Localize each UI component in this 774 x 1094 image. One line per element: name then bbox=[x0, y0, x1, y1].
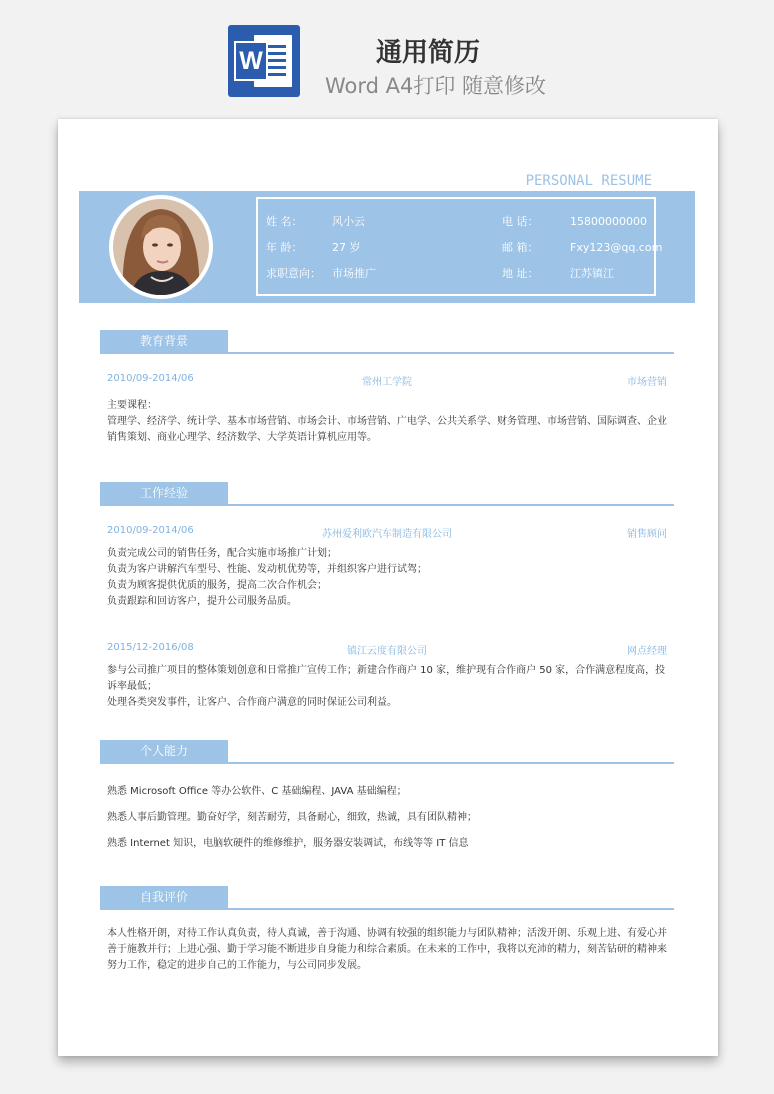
info-age bbox=[266, 239, 361, 255]
work-entry bbox=[107, 642, 667, 658]
section-skills-header bbox=[100, 740, 674, 766]
word-icon bbox=[228, 25, 300, 97]
work-duties bbox=[107, 546, 669, 610]
duty-line: 参与公司推广项目的整体策划创意和日常推广宣传工作；新建合作商户 10 家，维护现有合作商户 50 家，合作满意程度高，投诉率最低； bbox=[107, 665, 666, 692]
section-divider bbox=[100, 908, 674, 910]
entry-date: 2010/09-2014/06 bbox=[107, 373, 194, 384]
skill-item: 熟悉 Internet 知识，电脑软硬件的维修维护，服务器安装调试，布线等等 IT 信息 bbox=[107, 838, 469, 849]
section-title: 教育背景 bbox=[100, 330, 228, 352]
basic-info bbox=[256, 197, 663, 296]
education-entry bbox=[107, 373, 667, 389]
age-value: 27 岁 bbox=[332, 241, 361, 254]
courses-title: 主要课程： bbox=[107, 400, 157, 411]
name-value: 风小云 bbox=[332, 215, 365, 228]
entry-school: 常州工学院 bbox=[362, 377, 412, 388]
intent-value: 市场推广 bbox=[332, 267, 376, 280]
page-subtitle: Word A4打印 随意修改 bbox=[325, 74, 547, 98]
age-label: 年 龄： bbox=[266, 241, 303, 254]
phone-label: 电 话： bbox=[502, 215, 539, 228]
portrait-photo bbox=[113, 199, 209, 295]
section-self-eval-header bbox=[100, 886, 674, 912]
education-courses bbox=[107, 398, 669, 446]
entry-company: 镇江云度有限公司 bbox=[347, 646, 427, 657]
entry-date: 2015/12-2016/08 bbox=[107, 642, 194, 653]
info-address bbox=[502, 265, 614, 281]
word-letter: W bbox=[234, 41, 268, 81]
section-title: 自我评价 bbox=[100, 886, 228, 908]
entry-date: 2010/09-2014/06 bbox=[107, 525, 194, 536]
section-work-header bbox=[100, 482, 674, 508]
duty-line: 处理各类突发事件，让客户、合作商户满意的同时保证公司利益。 bbox=[107, 697, 397, 708]
page-header bbox=[0, 0, 774, 110]
self-eval-paragraph: 本人性格开朗，对待工作认真负责，待人真诚，善于沟通、协调有较强的组织能力与团队精神；活泼开朗、乐观上进、有爱心并善于施教并行；上进心强、勤于学习能不断进步自身能力和综合素质。在未来的工作中，我将以充沛的精力，刻苦钻研的精神来努力工作，稳定的进步自己的工作能力，与公司同步发展。 bbox=[107, 928, 667, 971]
info-phone bbox=[502, 213, 647, 229]
section-divider bbox=[100, 352, 674, 354]
address-value: 江苏镇江 bbox=[570, 267, 614, 280]
phone-value: 15800000000 bbox=[570, 215, 647, 228]
email-value: Fxy123@qq.com bbox=[570, 241, 663, 254]
resume-page bbox=[58, 119, 718, 1056]
entry-major: 市场营销 bbox=[627, 377, 667, 388]
section-education-header bbox=[100, 330, 674, 356]
resume-tagline: PERSONAL RESUME bbox=[525, 173, 652, 189]
profile-banner bbox=[79, 191, 695, 303]
section-title: 工作经验 bbox=[100, 482, 228, 504]
section-title: 个人能力 bbox=[100, 740, 228, 762]
duty-line: 负责跟踪和回访客户，提升公司服务品质。 bbox=[107, 596, 297, 607]
entry-company: 苏州爱利欧汽车制造有限公司 bbox=[322, 529, 452, 540]
work-duties bbox=[107, 663, 669, 711]
intent-label: 求职意向： bbox=[266, 267, 321, 280]
avatar bbox=[109, 195, 213, 299]
info-email bbox=[502, 239, 662, 255]
email-label: 邮 箱： bbox=[502, 241, 539, 254]
work-entry bbox=[107, 525, 667, 541]
courses-text: 管理学、经济学、统计学、基本市场营销、市场会计、市场营销、广电学、公共关系学、财务管理、市场营销、国际调查、企业销售策划、商业心理学、经济数学、大学英语计算机应用等。 bbox=[107, 416, 667, 443]
skill-item: 熟悉人事后勤管理。勤奋好学，刻苦耐劳，具备耐心，细致，热诚，具有团队精神； bbox=[107, 812, 477, 823]
skills-list bbox=[107, 784, 669, 852]
info-name bbox=[266, 213, 365, 229]
duty-line: 负责完成公司的销售任务，配合实施市场推广计划； bbox=[107, 548, 337, 559]
info-intent bbox=[266, 265, 376, 281]
name-label: 姓 名： bbox=[266, 215, 303, 228]
address-label: 地 址： bbox=[502, 267, 539, 280]
entry-position: 网点经理 bbox=[627, 646, 667, 657]
self-eval-text bbox=[107, 926, 669, 974]
section-divider bbox=[100, 504, 674, 506]
skill-item: 熟悉 Microsoft Office 等办公软件、C 基础编程、JAVA 基础编程； bbox=[107, 786, 407, 797]
duty-line: 负责为客户讲解汽车型号、性能、发动机优势等，并组织客户进行试驾； bbox=[107, 564, 427, 575]
section-divider bbox=[100, 762, 674, 764]
duty-line: 负责为顾客提供优质的服务，提高二次合作机会； bbox=[107, 580, 327, 591]
entry-position: 销售顾问 bbox=[627, 529, 667, 540]
page-title: 通用简历 bbox=[376, 38, 481, 68]
